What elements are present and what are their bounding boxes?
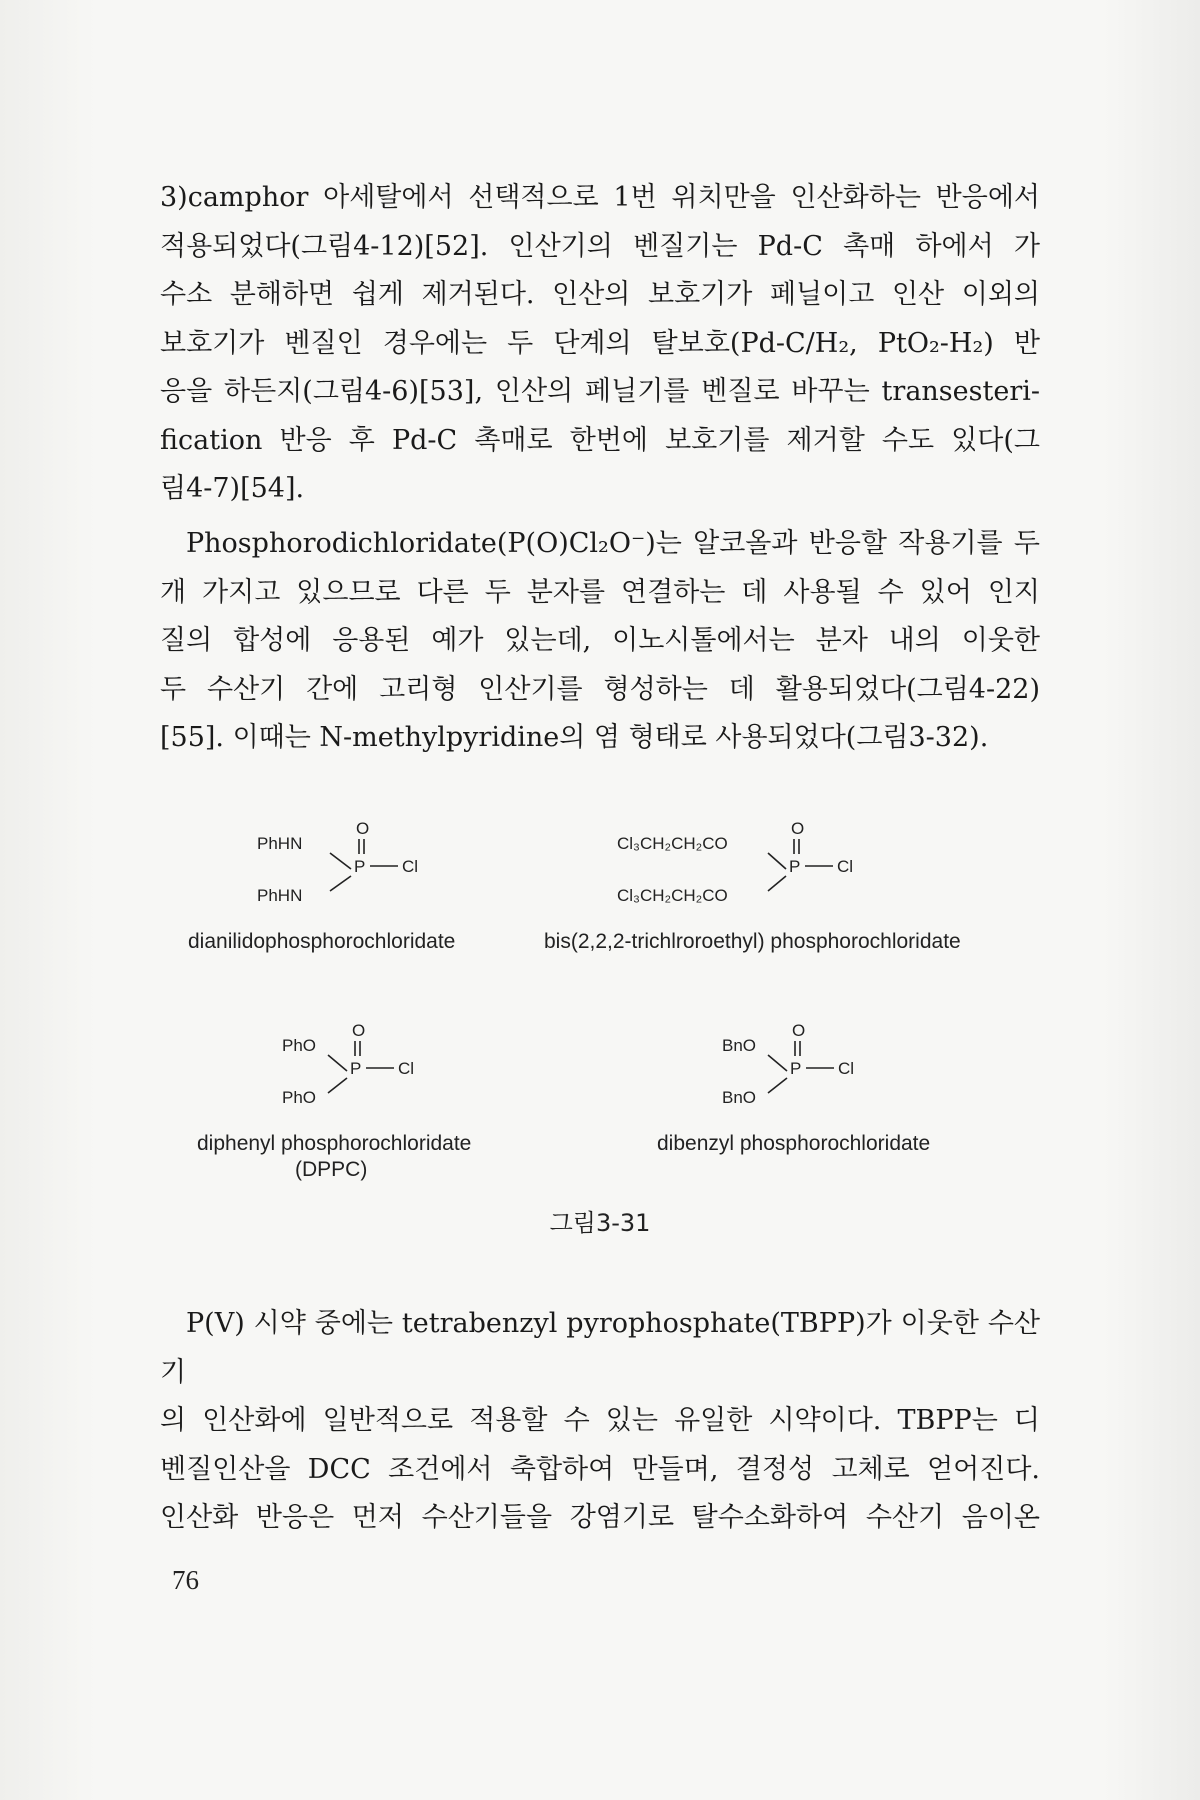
atom-oxygen: O: [356, 819, 370, 838]
molecule-diphenyl-phosphorochloridate: [197, 1020, 520, 1190]
bond: [330, 876, 351, 891]
text-line: 3)camphor 아세탈에서 선택적으로 1번 위치만을 인산화하는 반응에서: [160, 182, 1040, 213]
atom-oxygen: O: [791, 819, 805, 838]
molecule-abbreviation: (DPPC): [295, 1158, 368, 1181]
text-line: 의 인산화에 일반적으로 적용할 수 있는 유일한 시약이다. TBPP는 디: [160, 1405, 1040, 1436]
atom-phosphorus: P: [790, 1059, 802, 1078]
structure-diagram: [250, 818, 510, 928]
substituent-bottom: PhHN: [257, 886, 303, 905]
text-line: Phosphorodichloridate(P(O)Cl₂O⁻)는 알코올과 반응할 작용기를 두: [186, 528, 1040, 559]
structure-diagram: [280, 1020, 520, 1130]
molecule-dibenzyl-phosphorochloridate: [657, 1020, 960, 1170]
atom-oxygen: O: [352, 1021, 366, 1040]
bond: [768, 1078, 787, 1093]
text-line: 보호기가 벤질인 경우에는 두 단계의 탈보호(Pd-C/H₂, PtO₂-H₂) 반: [160, 327, 1040, 359]
molecule-dianilidophosphorochloridate: [188, 818, 510, 968]
molecule-name: dianilidophosphorochloridate: [188, 930, 456, 953]
text-line: fication 반응 후 Pd-C 촉매로 한번에 보호기를 제거할 수도 있다(그: [160, 424, 1040, 456]
substituent-top: PhHN: [257, 834, 303, 853]
bond: [768, 1055, 787, 1071]
structure-diagram: [610, 818, 910, 928]
text-line: 벤질인산을 DCC 조건에서 축합하여 만들며, 결정성 고체로 얻어진다.: [160, 1453, 1040, 1485]
bond: [328, 1078, 347, 1093]
substituent-top: Cl₃CH₂CH₂CO: [617, 834, 728, 853]
text-line: 인산화 반응은 먼저 수산기들을 강염기로 탈수소화하여 수산기 음이온: [160, 1502, 1040, 1533]
atom-phosphorus: P: [350, 1059, 362, 1078]
molecule-name: diphenyl phosphorochloridate: [197, 1132, 472, 1155]
atom-phosphorus: P: [789, 857, 801, 876]
bond: [768, 876, 786, 891]
substituent-bottom: PhO: [282, 1088, 317, 1107]
molecule-name: dibenzyl phosphorochloridate: [657, 1132, 931, 1155]
molecule-name: bis(2,2,2-trichlroroethyl) phosphorochloridate: [544, 930, 961, 953]
atom-oxygen: O: [792, 1021, 806, 1040]
molecule-bis-trichloroethyl-phosphorochloridate: [544, 818, 961, 968]
substituent-bottom: BnO: [722, 1088, 757, 1107]
atom-chlorine: Cl: [837, 857, 854, 876]
bond: [768, 853, 786, 869]
structure-diagram: [720, 1020, 960, 1130]
text-line: 림4-7)[54].: [160, 473, 305, 504]
atom-chlorine: Cl: [398, 1059, 415, 1078]
substituent-top: BnO: [722, 1036, 757, 1055]
bond: [330, 853, 351, 869]
bond: [328, 1055, 347, 1071]
substituent-bottom: Cl₃CH₂CH₂CO: [617, 886, 728, 905]
text-line: 두 수산기 간에 고리형 인산기를 형성하는 데 활용되었다(그림4-22): [160, 673, 1040, 705]
page-number: 76: [172, 1565, 199, 1595]
atom-phosphorus: P: [354, 857, 366, 876]
text-line: 개 가지고 있으므로 다른 두 분자를 연결하는 데 사용될 수 있어 인지: [160, 576, 1040, 608]
atom-chlorine: Cl: [402, 857, 419, 876]
text-line: 응을 하든지(그림4-6)[53], 인산의 페닐기를 벤질로 바꾸는 transesteri-: [160, 376, 1040, 407]
text-line: [55]. 이때는 N-methylpyridine의 염 형태로 사용되었다(그림3-32).: [160, 722, 989, 753]
text-line: P(V) 시약 중에는 tetrabenzyl pyrophosphate(TBPP)가 이웃한 수산기: [160, 1308, 1040, 1388]
figure-caption: 그림3-31: [549, 1209, 651, 1237]
paragraph-3: [160, 1300, 1040, 1543]
atom-chlorine: Cl: [838, 1059, 855, 1078]
text-line: 수소 분해하면 쉽게 제거된다. 인산의 보호기가 페닐이고 인산 이외의: [160, 279, 1040, 310]
paragraph-2: [160, 520, 1040, 763]
substituent-top: PhO: [282, 1036, 317, 1055]
text-line: 적용되었다(그림4-12)[52]. 인산기의 벤질기는 Pd-C 촉매 하에서 가: [160, 230, 1040, 262]
text-line: 질의 합성에 응용된 예가 있는데, 이노시톨에서는 분자 내의 이웃한: [160, 625, 1040, 656]
paragraph-1: [160, 174, 1040, 514]
